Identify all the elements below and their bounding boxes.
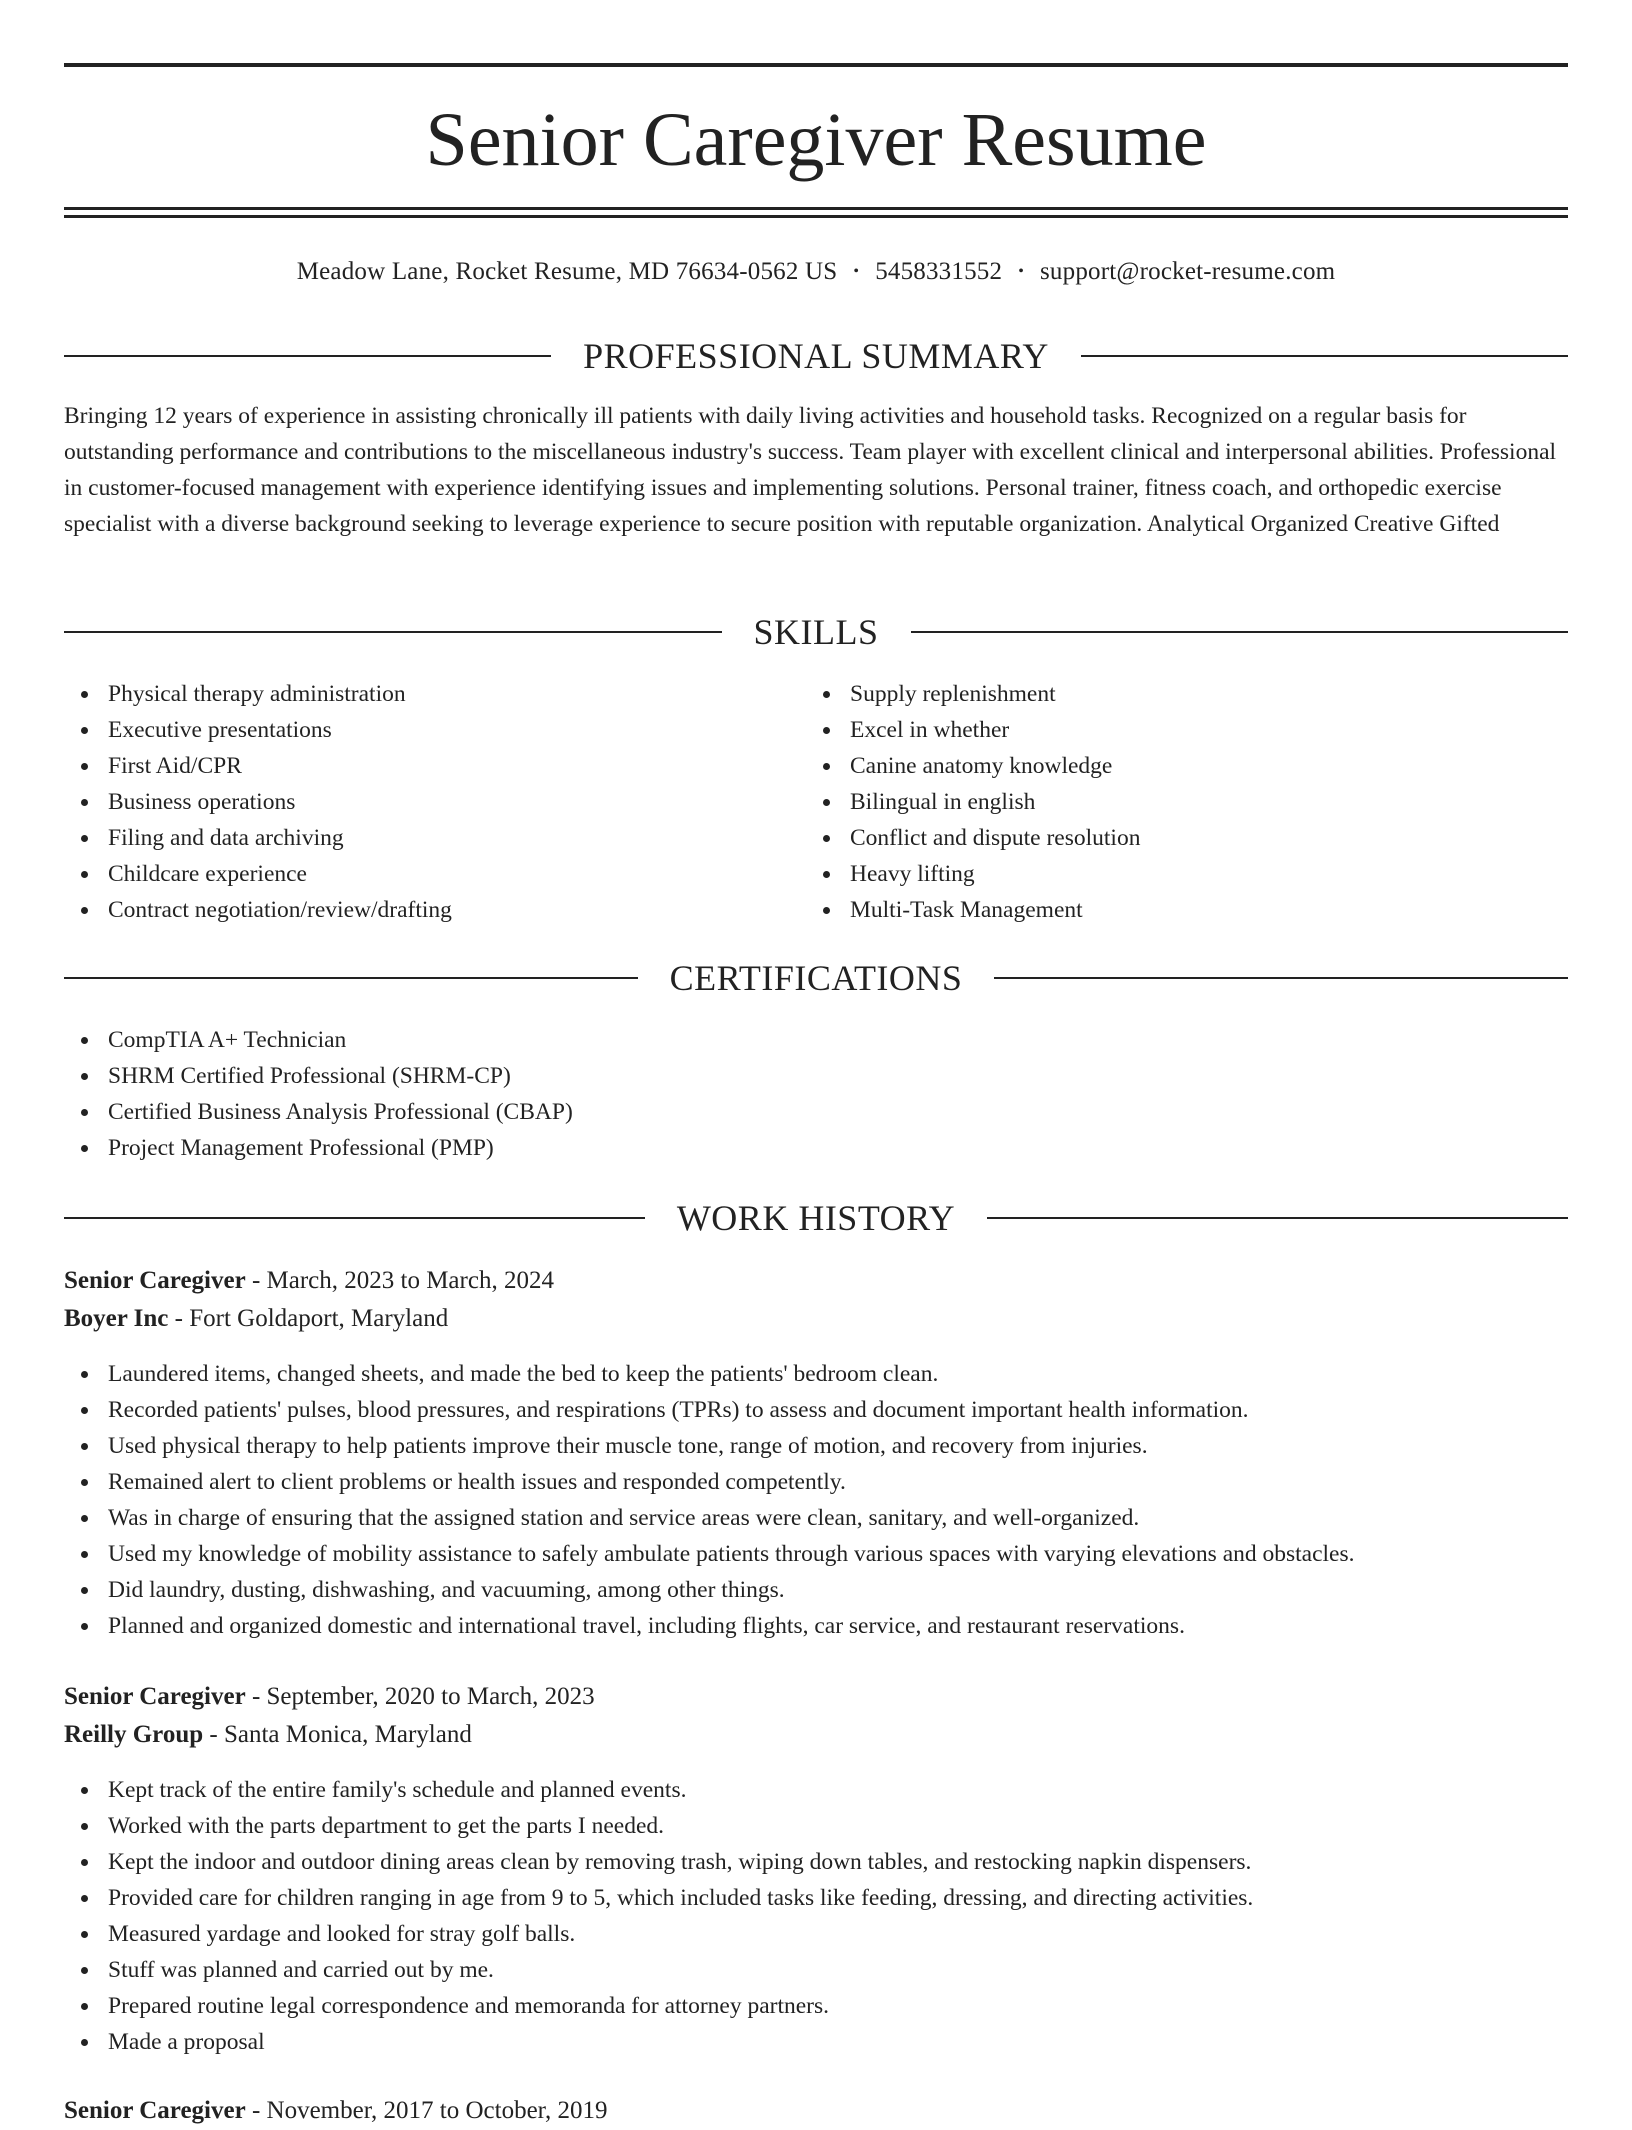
skill-item: Heavy lifting bbox=[806, 856, 1526, 892]
skill-item: Contract negotiation/review/drafting bbox=[64, 892, 784, 928]
section-heading-skills bbox=[64, 610, 1568, 654]
header-top-rule bbox=[64, 63, 1568, 67]
job-title-line bbox=[64, 1678, 595, 1716]
certification-item: Project Management Professional (PMP) bbox=[64, 1130, 1568, 1166]
skill-item: Canine anatomy knowledge bbox=[806, 748, 1526, 784]
certifications-list bbox=[64, 1022, 1568, 1166]
contact-email[interactable]: support@rocket-resume.com bbox=[1040, 258, 1336, 285]
resume-title: Senior Caregiver Resume bbox=[425, 98, 1207, 182]
section-heading-certifications bbox=[64, 956, 1568, 1000]
job-duty-item: Kept track of the entire family's schedule and planned events. bbox=[64, 1772, 1568, 1808]
job-duty-item: Stuff was planned and carried out by me. bbox=[64, 1952, 1568, 1988]
skill-item: Physical therapy administration bbox=[64, 676, 784, 712]
job-company: Boyer Inc bbox=[64, 1305, 169, 1332]
job-duty-item: Made a proposal bbox=[64, 2024, 1568, 2060]
skill-item: Business operations bbox=[64, 784, 784, 820]
certification-item: CompTIA A+ Technician bbox=[64, 1022, 1568, 1058]
skills-list-right bbox=[806, 676, 1526, 928]
job-duty-item: Recorded patients' pulses, blood pressures, and respirations (TPRs) to assess and document important health information. bbox=[64, 1392, 1568, 1428]
job-company-line bbox=[64, 1716, 472, 1754]
job-dates: - March, 2023 to March, 2024 bbox=[245, 1267, 554, 1294]
job-duty-item: Prepared routine legal correspondence and memoranda for attorney partners. bbox=[64, 1988, 1568, 2024]
section-heading-work-history bbox=[64, 1196, 1568, 1240]
job-location: - Santa Monica, Maryland bbox=[203, 1721, 472, 1748]
job-duty-item: Remained alert to client problems or health issues and responded competently. bbox=[64, 1464, 1568, 1500]
job-duty-item: Measured yardage and looked for stray golf balls. bbox=[64, 1916, 1568, 1952]
job-duty-item: Kept the indoor and outdoor dining areas clean by removing trash, wiping down tables, and restocking napkin dispensers. bbox=[64, 1844, 1568, 1880]
job-title: Senior Caregiver bbox=[64, 1267, 246, 1294]
section-rule-right bbox=[1081, 355, 1568, 357]
section-title: WORK HISTORY bbox=[676, 1198, 956, 1238]
section-rule-left bbox=[64, 355, 551, 357]
header-double-rule-lower bbox=[64, 215, 1568, 218]
job-duty-item: Provided care for children ranging in age from 9 to 5, which included tasks like feeding, dressing, and directing activities. bbox=[64, 1880, 1568, 1916]
section-rule-right bbox=[994, 977, 1568, 979]
contact-phone: 5458331552 bbox=[875, 258, 1003, 285]
section-title: SKILLS bbox=[753, 612, 879, 652]
job-company-line bbox=[64, 1300, 448, 1338]
job-title-line bbox=[64, 2092, 608, 2130]
job-title: Senior Caregiver bbox=[64, 2097, 246, 2124]
job-duty-item: Used my knowledge of mobility assistance to safely ambulate patients through various spaces with varying elevations and obstacles. bbox=[64, 1536, 1568, 1572]
skills-list-left bbox=[64, 676, 784, 928]
job-duties-list bbox=[64, 1772, 1568, 2060]
job-title-line bbox=[64, 1262, 554, 1300]
job-duty-item: Worked with the parts department to get the parts I needed. bbox=[64, 1808, 1568, 1844]
skill-item: First Aid/CPR bbox=[64, 748, 784, 784]
section-rule-left bbox=[64, 1217, 645, 1219]
contact-separator: • bbox=[1018, 263, 1024, 280]
summary-text: Bringing 12 years of experience in assisting chronically ill patients with daily living activities and household tasks. Recognized on a regular basis for outstanding performance and contributions to the miscellaneous industry's success. Team player with excellent clinical and interpersonal abilities. Professional in customer-focused management with experience identifying issues and implementing solutions. Personal trainer, fitness coach, and orthopedic exercise specialist with a diverse background seeking to leverage experience to secure position with reputable organization. Analytical Organized Creative Gifted bbox=[64, 403, 1557, 537]
job-duty-item: Planned and organized domestic and international travel, including flights, car service, and restaurant reservations. bbox=[64, 1608, 1568, 1644]
section-title: PROFESSIONAL SUMMARY bbox=[583, 336, 1049, 376]
job-dates: - September, 2020 to March, 2023 bbox=[245, 1683, 595, 1710]
section-rule-left bbox=[64, 977, 638, 979]
job-duty-item: Laundered items, changed sheets, and made the bed to keep the patients' bedroom clean. bbox=[64, 1356, 1568, 1392]
job-duty-item: Did laundry, dusting, dishwashing, and vacuuming, among other things. bbox=[64, 1572, 1568, 1608]
section-rule-left bbox=[64, 631, 722, 633]
skill-item: Bilingual in english bbox=[806, 784, 1526, 820]
job-location: - Fort Goldaport, Maryland bbox=[168, 1305, 449, 1332]
skill-item: Filing and data archiving bbox=[64, 820, 784, 856]
skill-item: Executive presentations bbox=[64, 712, 784, 748]
skill-item: Supply replenishment bbox=[806, 676, 1526, 712]
skill-item: Excel in whether bbox=[806, 712, 1526, 748]
skill-item: Multi-Task Management bbox=[806, 892, 1526, 928]
certification-item: SHRM Certified Professional (SHRM-CP) bbox=[64, 1058, 1568, 1094]
skill-item: Childcare experience bbox=[64, 856, 784, 892]
certification-item: Certified Business Analysis Professional (CBAP) bbox=[64, 1094, 1568, 1130]
header-double-rule-upper bbox=[64, 207, 1568, 210]
contact-line bbox=[0, 254, 1632, 290]
section-rule-right bbox=[987, 1217, 1568, 1219]
section-heading-summary bbox=[64, 334, 1568, 378]
job-company: Reilly Group bbox=[64, 1721, 204, 1748]
job-title: Senior Caregiver bbox=[64, 1683, 246, 1710]
skill-item: Conflict and dispute resolution bbox=[806, 820, 1526, 856]
contact-separator: • bbox=[853, 263, 860, 280]
contact-address: Meadow Lane, Rocket Resume, MD 76634-0562 US bbox=[296, 258, 838, 285]
job-duty-item: Was in charge of ensuring that the assigned station and service areas were clean, sanitary, and well-organized. bbox=[64, 1500, 1568, 1536]
section-title: CERTIFICATIONS bbox=[669, 958, 963, 998]
job-dates: - November, 2017 to October, 2019 bbox=[245, 2097, 608, 2124]
job-duty-item: Used physical therapy to help patients improve their muscle tone, range of motion, and recovery from injuries. bbox=[64, 1428, 1568, 1464]
section-rule-right bbox=[911, 631, 1569, 633]
job-duties-list bbox=[64, 1356, 1568, 1644]
